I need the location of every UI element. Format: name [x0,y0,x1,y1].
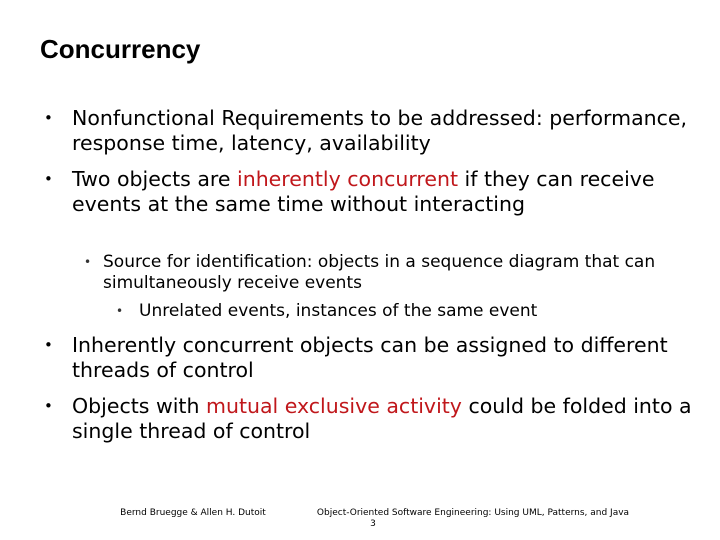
bullet-text [72,394,696,444]
slide-title: Concurrency [40,34,201,64]
bullet-icon: • [44,170,53,188]
bullet-inherently-concurrent [36,167,696,217]
bullet-threads-of-control [36,333,696,383]
bullet-text: Unrelated events, instances of the same event [139,301,538,321]
bullet-text: Source for identification: objects in a sequence diagram that can simultaneously receive events [103,252,656,293]
footer-authors: Bernd Bruegge & Allen H. Dutoit [120,508,266,518]
bullet-mutual-exclusive [36,394,696,444]
bullet-text: Nonfunctional Requirements to be addressed: performance, response time, latency, availability [72,106,688,155]
sub-bullet-source-identification [84,252,704,294]
bullet-icon: • [44,109,53,127]
text-segment: if they can receive events at the same time without interacting [72,167,655,216]
bullet-icon: • [116,304,124,318]
bullet-text: Inherently concurrent objects can be assigned to different threads of control [72,333,668,382]
footer-page-number: 3 [370,519,376,529]
text-segment: Objects with [72,394,206,418]
bullet-text [72,167,696,217]
bullet-icon: • [44,336,53,354]
footer-book-title: Object-Oriented Software Engineering: Using UML, Patterns, and Java [316,508,630,518]
highlight-term: mutual exclusive activity [205,394,462,418]
text-segment: could be folded into a single thread of control [72,394,692,443]
bullet-icon: • [44,397,53,415]
bullet-nonfunctional-requirements [36,106,696,156]
bullet-icon: • [84,255,92,269]
sub-sub-bullet-unrelated-events [116,301,696,322]
text-segment: Two objects are [72,167,237,191]
highlight-term: inherently concurrent [237,167,459,191]
